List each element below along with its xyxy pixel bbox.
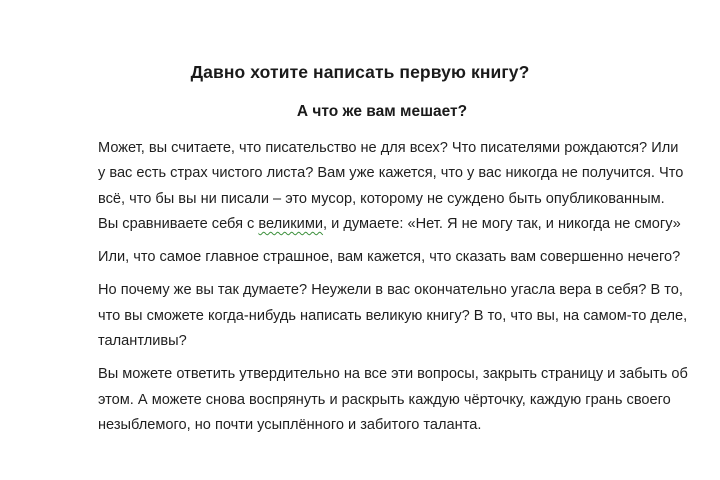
document-title: Давно хотите написать первую книгу?	[190, 62, 530, 82]
paragraph-2: Или, что самое главное страшное, вам кажется, что сказать вам совершенно нечего?	[98, 249, 681, 266]
paragraph-3: Но почему же вы так думаете? Неужели в вас окончательно угасла вера в себя? В то, что вы сможете когда-нибудь написать великую книгу? В то, что вы, на самом-то деле, талантливы?	[98, 282, 688, 350]
document-subtitle: А что же вам мешает?	[296, 103, 468, 120]
spellcheck-flagged-word[interactable]: великими	[258, 215, 324, 232]
paragraph-1-text-start: Может, вы считаете, что писательство не для всех? Что писателями рождаются? Или у вас есть страх чистого листа? Вам уже кажется, что у вас никогда не получится. Что всё, что бы вы ни писали – это мусор, которому не суждено быть опубликованным. Вы сравниваете себя с	[98, 140, 684, 232]
paragraph-1-text-end: , и думаете: «Нет. Я не могу так, и никогда не смогу»	[323, 215, 681, 232]
paragraph-1	[98, 136, 688, 237]
document-body[interactable]	[98, 136, 688, 446]
paragraph-4: Вы можете ответить утвердительно на все эти вопросы, закрыть страницу и забыть об этом. А можете снова воспрянуть и раскрыть каждую чёрточку, каждую грань своего незыблемого, но почти усыплённого и забитого таланта.	[98, 366, 688, 433]
